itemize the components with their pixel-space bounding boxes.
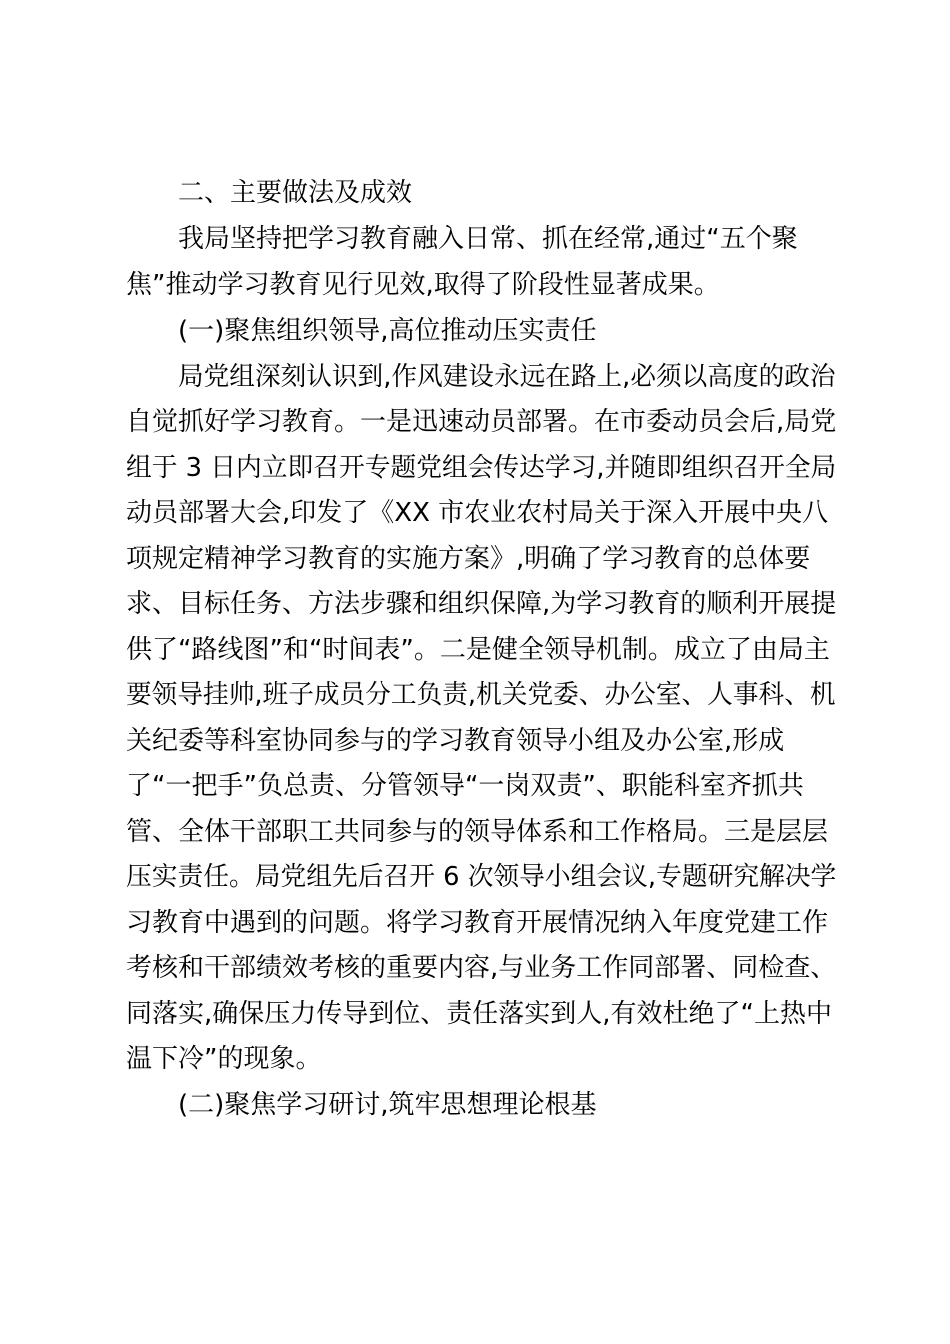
- paragraph-line: 自觉抓好学习教育。一是迅速动员部署。在市委动员会后,局党: [126, 407, 837, 437]
- paragraph-line: 我局坚持把学习教育融入日常、抓在经常,通过“五个聚: [178, 224, 798, 254]
- paragraph-line: 项规定精神学习教育的实施方案》,明确了学习教育的总体要: [126, 544, 811, 574]
- section-heading: 二、主要做法及成效: [178, 178, 413, 208]
- paragraph-line: 关纪委等科室协同参与的学习教育领导小组及办公室,形成: [126, 726, 785, 756]
- paragraph-line: 同落实,确保压力传导到位、责任落实到人,有效杜绝了“上热中: [126, 999, 832, 1029]
- paragraph-line: 供了“路线图”和“时间表”。二是健全领导机制。成立了由局主: [126, 635, 830, 665]
- paragraph-line: 局党组深刻认识到,作风建设永远在路上,必须以高度的政治: [178, 362, 836, 392]
- paragraph-line: 温下冷”的现象。: [126, 1044, 322, 1074]
- paragraph-line: 考核和干部绩效考核的重要内容,与业务工作同部署、同检查、: [126, 953, 837, 983]
- paragraph-line: 压实责任。局党组先后召开 6 次领导小组会议,专题研究解决学: [126, 862, 837, 892]
- subsection-heading: (一)聚焦组织领导,高位推动压实责任: [178, 316, 597, 346]
- paragraph-line: 要领导挂帅,班子成员分工负责,机关党委、办公室、人事科、机: [126, 680, 836, 710]
- paragraph-line: 求、目标任务、方法步骤和组织保障,为学习教育的顺利开展提: [126, 589, 837, 619]
- paragraph-line: 动员部署大会,印发了《XX 市农业农村局关于深入开展中央八: [126, 498, 829, 528]
- subsection-heading: (二)聚焦学习研讨,筑牢思想理论根基: [178, 1090, 597, 1120]
- paragraph-line: 习教育中遇到的问题。将学习教育开展情况纳入年度党建工作: [126, 908, 829, 938]
- paragraph-line: 管、全体干部职工共同参与的领导体系和工作格局。三是层层: [126, 817, 829, 847]
- paragraph-line: 组于 3 日内立即召开专题党组会传达学习,并随即组织召开全局: [126, 453, 837, 483]
- paragraph-line: 了“一把手”负总责、分管领导“一岗双责”、职能科室齐抓共: [126, 771, 804, 801]
- paragraph-line: 焦”推动学习教育见行见效,取得了阶段性显著成果。: [126, 270, 720, 300]
